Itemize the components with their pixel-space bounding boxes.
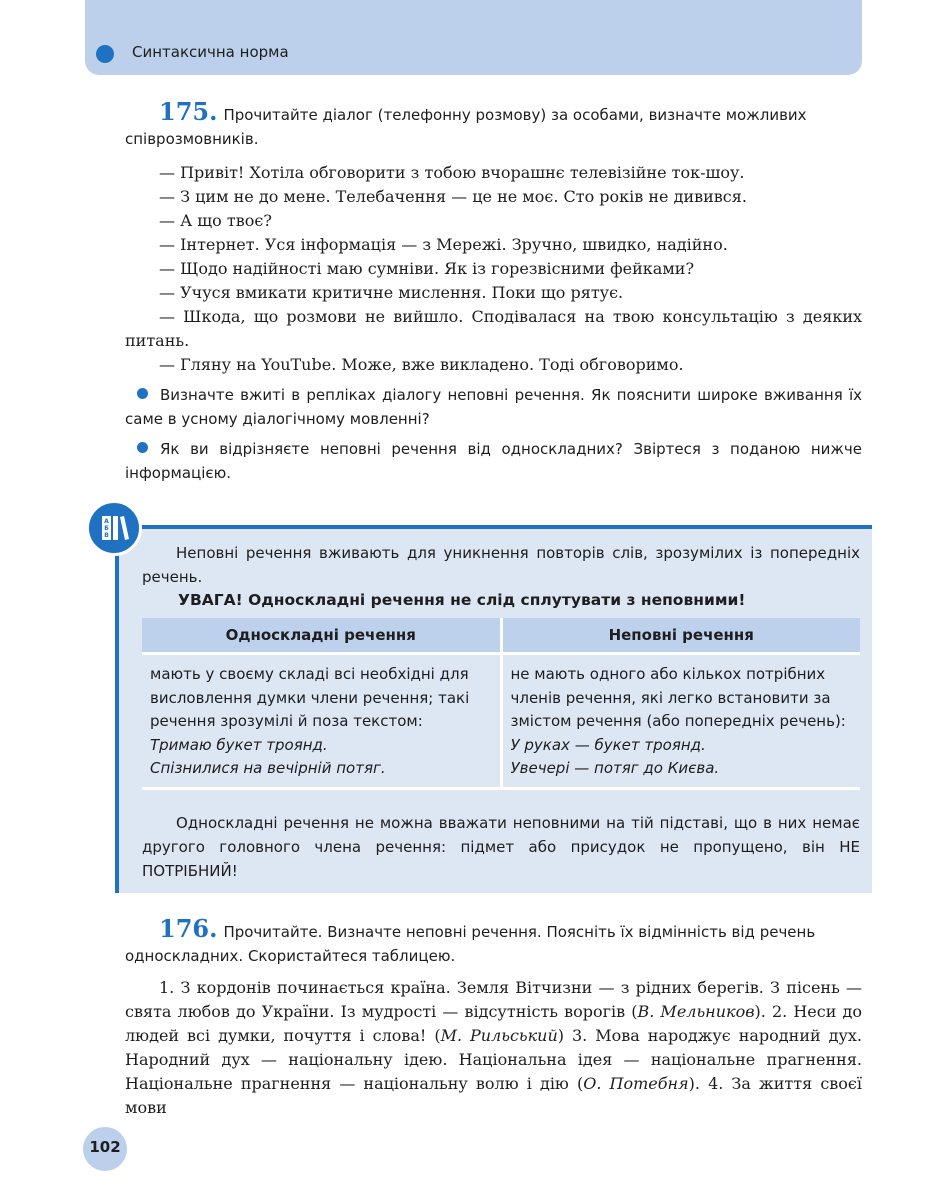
bullet-icon <box>137 442 148 453</box>
table-header-one-member: Односкладні речення <box>142 618 501 654</box>
table-cell-incomplete <box>501 654 860 789</box>
task-number: 175. <box>159 97 218 126</box>
page-number: 102 <box>89 1138 121 1156</box>
cell-example: Увечері — потяг до Києва. <box>510 759 720 777</box>
dialogue-line: — Гляну на YouTube. Може, вже викладено. Тоді обговоримо. <box>159 355 684 374</box>
dialogue <box>125 161 862 377</box>
task-176-instruction <box>125 914 862 968</box>
chapter-marker-icon <box>96 45 114 63</box>
dialogue-line: — Привіт! Хотіла обговорити з тобою вчорашнє телевізійне ток-шоу. <box>159 163 745 182</box>
author-name: М. Рильський <box>440 1026 558 1045</box>
svg-text:В: В <box>104 532 109 539</box>
cell-example: Спізнилися на вечірній потяг. <box>150 759 386 777</box>
author-name: О. Потебня <box>583 1074 689 1093</box>
question-item <box>125 437 862 485</box>
dialogue-line: — З цим не до мене. Телебачення — це не моє. Сто років не дивився. <box>159 187 747 206</box>
dialogue-line: — Учуся вмикати критичне мислення. Поки що рятує. <box>159 283 624 302</box>
dialogue-line: — Щодо надійності маю сумніви. Як із горезвісними фейками? <box>159 259 695 278</box>
dialogue-line: — Інтернет. Уся інформація — з Мережі. Зручно, швидко, надійно. <box>159 235 728 254</box>
task-175 <box>125 97 862 485</box>
info-intro: Неповні речення вживають для уникнення повторів слів, зрозумілих із попередніх речень. <box>142 544 860 586</box>
dialogue-line: — Шкода, що розмови не вийшло. Сподівалася на твою консультацію з деяких питань. <box>125 307 862 350</box>
table-header-incomplete: Неповні речення <box>501 618 860 654</box>
task-175-instruction <box>125 97 862 151</box>
bullet-icon <box>137 388 148 399</box>
cell-example: Тримаю букет троянд. <box>150 735 328 754</box>
cell-description: мають у своєму складі всі необхідні для висловлення думки члени речення; такі речення зрозумілі й поза текстом: <box>150 665 470 730</box>
exercise-fragment: ). 4. За життя своєї мови <box>125 1074 862 1117</box>
chapter-header-band <box>85 0 862 75</box>
author-name: В. Мельников <box>637 1002 755 1021</box>
cell-description: не мають одного або кількох потрібних членів речення, які легко встановити за змістом речення (або попередніх речень): <box>510 665 846 730</box>
task-text: Прочитайте. Визначте неповні речення. Поясніть їх відмінність від речень односкладних. Скористайтеся таблицею. <box>125 923 816 965</box>
exercise-fragment: ) 3. Мова народжує народний дух. Народний дух — національну ідею. Національна ідея — національне прагнення. Національне прагнення — національну волю і дію ( <box>125 1026 862 1093</box>
question-text: Як ви відрізняєте неповні речення від односкладних? Звіртеся з поданою нижче інформацією. <box>125 440 862 482</box>
task-text: Прочитайте діалог (телефонну розмову) за особами, визначте можливих співрозмовників. <box>125 106 807 148</box>
table-cell-one-member <box>142 654 501 789</box>
exercise-text <box>125 976 862 1120</box>
dialogue-line: — А що твоє? <box>159 211 272 230</box>
info-conclusion: Односкладні речення не можна вважати неповними на тій підставі, що в них немає другого головного члена речення: підмет або присудок не пропущено, він НЕ ПОТРІБНИЙ! <box>142 814 860 880</box>
svg-text:Б: Б <box>104 525 109 532</box>
cell-example: У руках — букет троянд. <box>510 735 706 754</box>
exercise-fragment: ). 2. Неси до людей всі думки, почуття і слова! ( <box>125 1002 862 1045</box>
warning-heading: УВАГА! Односкладні речення не слід сплутувати з неповними! <box>178 591 746 609</box>
chapter-title: Синтаксична норма <box>132 43 289 61</box>
comparison-table <box>142 618 860 790</box>
info-books-icon <box>86 500 142 556</box>
svg-text:А: А <box>104 518 109 525</box>
question-text: Визначте вжиті в репліках діалогу неповні речення. Як пояснити широке вживання їх саме в усному діалогічному мовленні? <box>125 386 862 428</box>
exercise-fragment: 1. З кордонів починається країна. Земля Вітчизни — з рідних берегів. З пісень — свята любов до України. Із мудрості — відсутність ворогів ( <box>125 978 862 1021</box>
question-item <box>125 383 862 431</box>
task-number: 176. <box>159 914 218 943</box>
task-176 <box>125 914 862 1120</box>
